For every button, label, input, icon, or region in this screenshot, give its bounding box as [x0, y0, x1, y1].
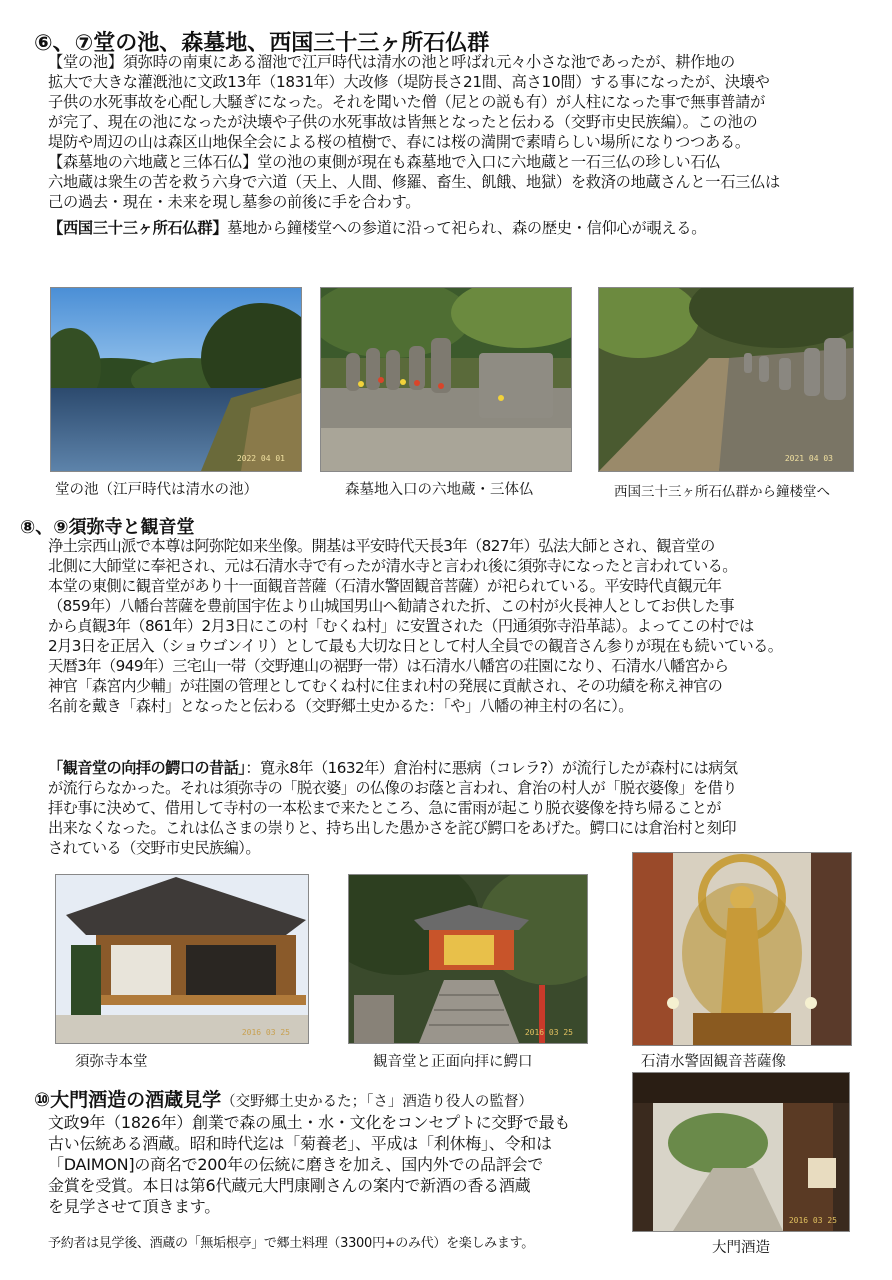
pond-image [51, 288, 301, 471]
text-line: 六地蔵は衆生の苦を救う六身で六道（天上、人間、修羅、畜生、飢餓、地獄）を救済の地蔵さんと一石三仏は [48, 173, 780, 191]
photo-pond [50, 287, 302, 472]
bold-lead-tail: 墓地から鐘楼堂への参道に沿って祀られ、森の歴史・信仰心が覗える。 [227, 219, 707, 237]
text-line: を見学させて頂きます。 [48, 1197, 220, 1216]
photo-main-hall [55, 874, 309, 1044]
brewery-text-block [48, 1112, 570, 1217]
statue-image [633, 853, 851, 1045]
text-line: から貞観3年（861年）2月3日にこの村「むくね村」に安置された（円通須弥寺沿革誌）。よってこの村では [48, 617, 754, 635]
photo-kannon-hall [348, 874, 588, 1044]
text-line: 本堂の東側に観音堂があり十一面観音菩薩（石清水警固観音菩薩）が祀られている。平安時代貞観元年 [48, 577, 722, 595]
caption-brewery: 大門酒造 [712, 1240, 770, 1256]
text-line: 「DAIMON]の商名で200年の伝統に磨きを加え、国内外での品評会で [48, 1155, 544, 1174]
text-line: 金賞を受賞。本日は第6代蔵元大門康剛さんの案内で新酒の香る酒蔵 [48, 1176, 531, 1195]
caption-main-hall: 須弥寺本堂 [75, 1054, 148, 1070]
text-line: 神官「森宮内少輔」が荘園の管理としてむくね村に住まれ村の発展に貢献され、その功績を称え神官の [48, 677, 723, 695]
reservation-note: 予約者は見学後、酒蔵の「無垢根亭」で郷土料理（3300円+のみ代）を楽しみます。 [48, 1236, 534, 1251]
photo-date: 2016 03 25 [788, 1216, 837, 1225]
text-line: 己の過去・現在・未来を現し墓参の前後に手を合わす。 [48, 193, 421, 211]
temple-text-block [48, 536, 782, 716]
photo-brewery [632, 1072, 850, 1232]
text-line: 2月3日を正居入（ショウゴンイリ）として最も大切な日として村人全員での観音さん参りが現在も続いている。 [48, 637, 783, 655]
bold-heading: 【西国三十三ヶ所石仏群】 [48, 219, 228, 237]
text-line-story-lead [48, 758, 738, 778]
story-heading: 「観音堂の向拝の鰐口の昔話」 [48, 759, 246, 777]
pond-text-block [48, 52, 780, 238]
kannon-hall-image [349, 875, 587, 1043]
section-subtitle-brewery: （交野郷土史かるた；「さ」酒造り役人の監督） [221, 1094, 533, 1110]
photo-stone-buddhas [598, 287, 854, 472]
photo-date: 2016 03 25 [524, 1028, 573, 1037]
story-line: 拝む事に決めて、借用して寺村の一本松まで来たところ、急に雷雨が起こり脱衣婆像を持ち帰ることが [48, 799, 722, 817]
section-title-pond: ⑥、⑦堂の池、森墓地、西国三十三ヶ所石仏群 [34, 31, 490, 56]
text-line: 文政9年（1826年）創業で森の風土・水・文化をコンセプトに交野で最も [48, 1113, 571, 1132]
main-hall-image [56, 875, 308, 1043]
photo-date: 2022 04 01 [236, 454, 285, 463]
story-line: されている（交野市史民族編）。 [48, 839, 260, 857]
text-line: （859年）八幡台菩薩を豊前国宇佐より山城国男山へ勧請された折、この村が火長神人としてお供した事 [48, 597, 735, 615]
caption-kannon-hall: 観音堂と正面向拝に鰐口 [373, 1054, 533, 1070]
text-line: 子供の水死事故を心配し大騒ぎになった。それを聞いた僧（尼との説も有）が人柱になった事で無事普請が [48, 93, 765, 111]
section-title-brewery-row [34, 1085, 533, 1112]
caption-kannon-statue: 石清水警固観音菩薩像 [641, 1054, 786, 1070]
text-line: 【森墓地の六地蔵と三体石仏】堂の池の東側が現在も森墓地で入口に六地蔵と一石三仏の珍しい石仏 [48, 153, 721, 171]
brewery-image [633, 1073, 849, 1231]
text-line: 北側に大師堂に奉祀され、元は石清水寺で有ったが清水寺と言われ後に須弥寺になったと言われている。 [48, 557, 737, 575]
text-line-bold-lead [48, 218, 780, 238]
photo-date: 2021 04 03 [784, 454, 833, 463]
story-line: が流行らなかった。それは須弥寺の「脱衣婆」の仏像のお蔭と言われ、倉治の村人が「脱衣婆像」を借り [48, 779, 737, 797]
path-image [599, 288, 853, 471]
section-title-brewery: ⑩大門酒造の酒蔵見学 [34, 1089, 222, 1111]
text-line: 天暦3年（949年）三宅山一帯（交野連山の裾野一帯）は石清水八幡宮の荘園になり、石清水八幡宮から [48, 657, 729, 675]
story-line: ：寛永8年（1632年）倉治村に悪病（コレラ?）が流行したが森村には病気 [245, 759, 738, 777]
text-line: が完了、現在の池になったが決壊や子供の水死事故は皆無となったと伝わる（交野市史民族編）。この池の [48, 113, 758, 131]
caption-jizo: 森墓地入口の六地蔵・三体仏 [345, 482, 534, 498]
text-line: 名前を戴き「森村」となったと伝わる（交野郷土史かるた：「や」八幡の神主村の名に）。 [48, 697, 633, 715]
story-line: 出来なくなった。これは仏さまの崇りと、持ち出した愚かさを詫び鰐口をあげた。鰐口には倉治村と刻印 [48, 819, 736, 837]
photo-jizo [320, 287, 572, 472]
caption-pond: 堂の池（江戸時代は清水の池） [55, 482, 258, 498]
section-title-temple: ⑧、⑨須弥寺と観音堂 [20, 517, 195, 538]
text-line: 【堂の池】須弥時の南東にある溜池で江戸時代は清水の池と呼ばれ元々小さな池であったが、耕作地の [48, 53, 735, 71]
photo-date: 2016 03 25 [241, 1028, 290, 1037]
text-line: 堤防や周辺の山は森区山地保全会による桜の植樹で、春には桜の満開で素晴らしい場所になりつつある。 [48, 133, 750, 151]
jizo-image [321, 288, 571, 471]
text-line: 浄土宗西山派で本尊は阿弥陀如来坐像。開基は平安時代天長3年（827年）弘法大師とされ、観音堂の [48, 537, 715, 555]
story-text-block [48, 758, 738, 858]
photo-kannon-statue [632, 852, 852, 1046]
text-line: 拡大で大きな灌漑池に文政13年（1831年）大改修（堤防長さ21間、高さ10間）する事になったが、決壊や [48, 73, 770, 91]
text-line: 古い伝統ある酒蔵。昭和時代迄は「菊養老」、平成は「利休梅」、令和は [48, 1134, 552, 1153]
caption-stone-buddhas: 西国三十三ヶ所石仏群から鐘楼堂へ [614, 484, 830, 500]
